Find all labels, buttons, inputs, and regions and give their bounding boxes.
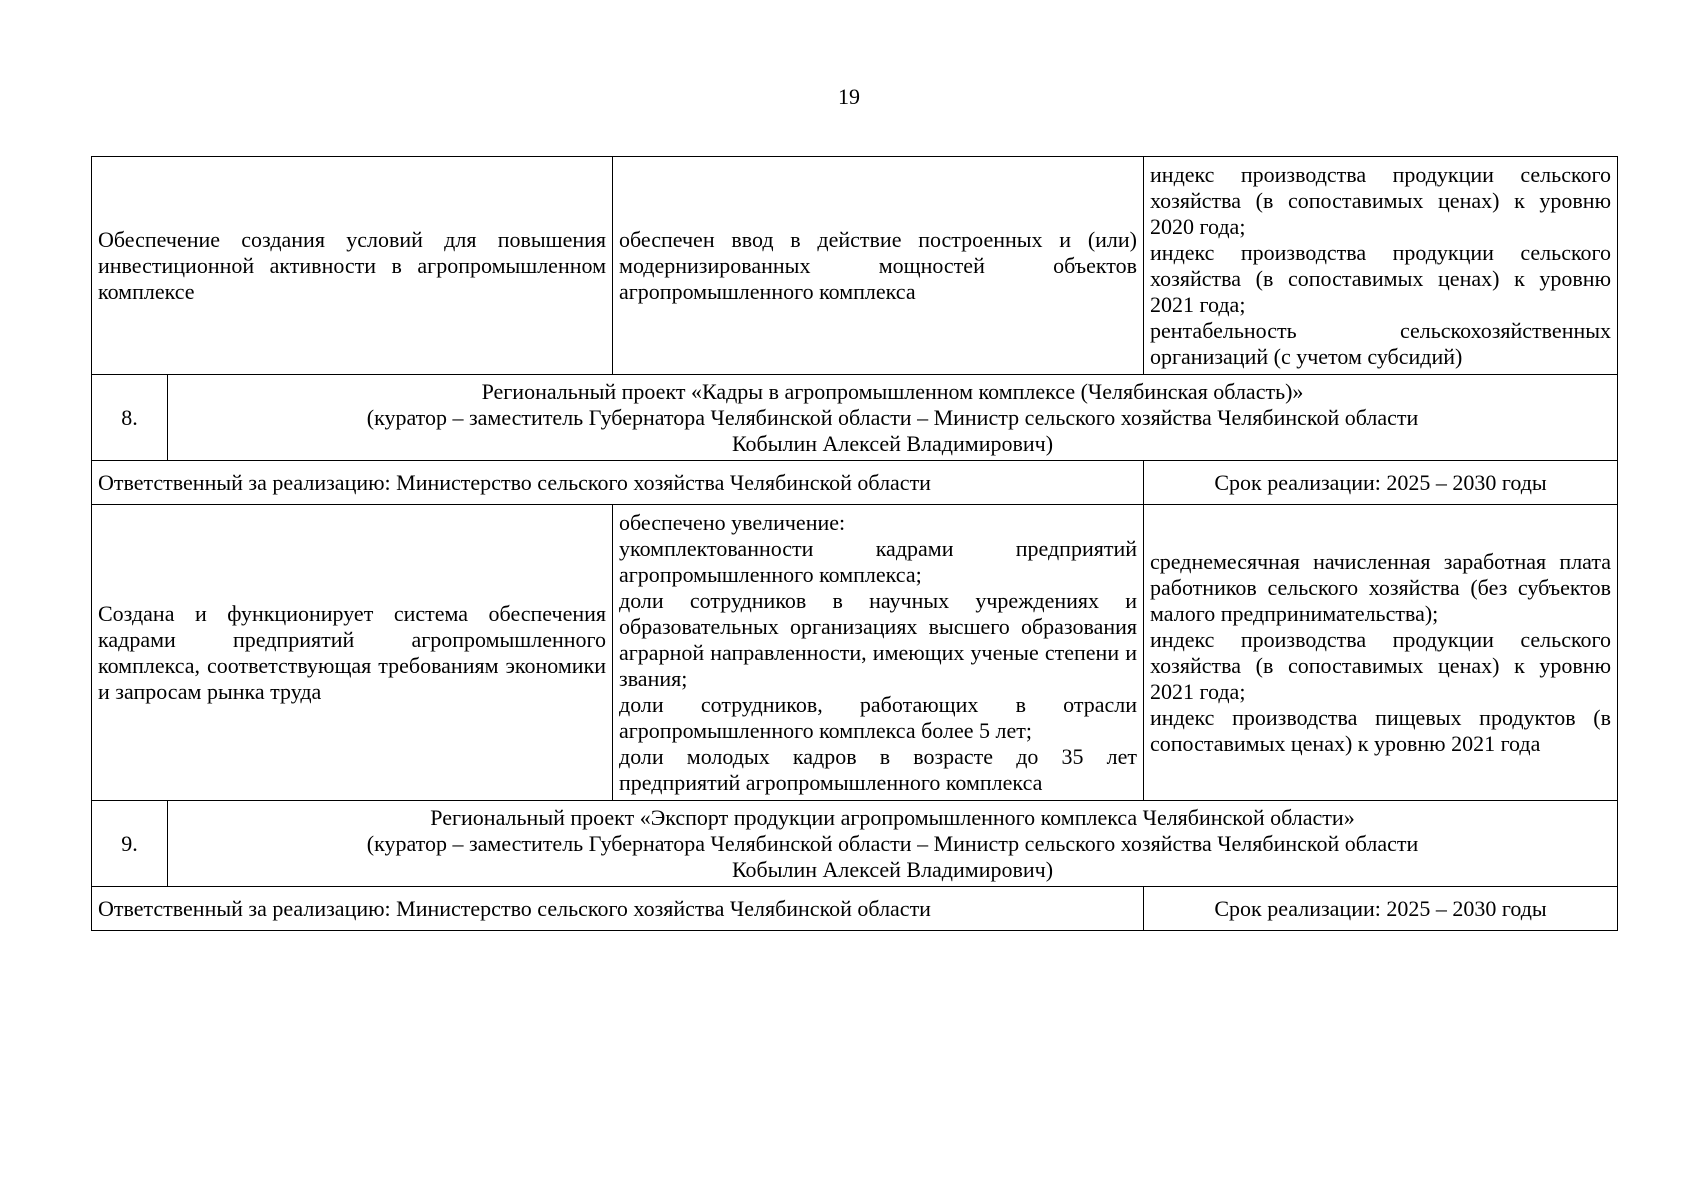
responsible-cell: Ответственный за реализацию: Министерство сельского хозяйства Челябинской области bbox=[92, 461, 1144, 505]
result-item: обеспечено увеличение: bbox=[619, 509, 846, 535]
indicator-item: рентабельность сельскохозяйственных организаций (с учетом субсидий) bbox=[1150, 317, 1612, 369]
result-item: доли сотрудников, работающих в отрасли агропромышленного комплекса более 5 лет; bbox=[619, 691, 1138, 743]
result-cell bbox=[613, 505, 1144, 801]
result-item: укомплектованности кадрами предприятий агропромышленного комплекса; bbox=[619, 535, 1138, 587]
responsibility-row-9 bbox=[92, 887, 1618, 931]
project-title: Региональный проект «Кадры в агропромышленном комплексе (Челябинская область)» bbox=[481, 378, 1304, 404]
task-cell: Обеспечение создания условий для повышения инвестиционной активности в агропромышленном комплексе bbox=[92, 157, 613, 375]
program-table bbox=[91, 156, 1618, 931]
table-row-investment bbox=[92, 157, 1618, 375]
page-number: 19 bbox=[838, 84, 860, 109]
indicator-item: индекс производства продукции сельского хозяйства (в сопоставимых ценах) к уровню 2021 года; bbox=[1150, 239, 1612, 317]
indicators-cell bbox=[1144, 157, 1618, 375]
project-curator: (куратор – заместитель Губернатора Челябинской области – Министр сельского хозяйства Челябинской области bbox=[366, 404, 1419, 430]
project-number: 8. bbox=[92, 375, 168, 461]
project-curator-name: Кобылин Алексей Владимирович) bbox=[731, 430, 1054, 456]
term-cell: Срок реализации: 2025 – 2030 годы bbox=[1144, 887, 1618, 931]
project-heading bbox=[168, 801, 1618, 887]
result-cell: обеспечен ввод в действие построенных и (или) модернизированных мощностей объектов агропромышленного комплекса bbox=[613, 157, 1144, 375]
responsible-cell: Ответственный за реализацию: Министерство сельского хозяйства Челябинской области bbox=[92, 887, 1144, 931]
term-cell: Срок реализации: 2025 – 2030 годы bbox=[1144, 461, 1618, 505]
project-heading bbox=[168, 375, 1618, 461]
result-item: доли сотрудников в научных учреждениях и образовательных организациях высшего образования аграрной направленности, имеющих ученые степени и звания; bbox=[619, 587, 1138, 691]
task-cell: Создана и функционирует система обеспечения кадрами предприятий агропромышленного комплекса, соответствующая требованиям экономики и запросам рынка труда bbox=[92, 505, 613, 801]
table-row-personnel bbox=[92, 505, 1618, 801]
project-curator-name: Кобылин Алексей Владимирович) bbox=[731, 856, 1054, 882]
project-row-9 bbox=[92, 801, 1618, 887]
project-number: 9. bbox=[92, 801, 168, 887]
indicator-item: индекс производства пищевых продуктов (в сопоставимых ценах) к уровню 2021 года bbox=[1150, 704, 1612, 756]
indicator-item: среднемесячная начисленная заработная плата работников сельского хозяйства (без субъектов малого предпринимательства); bbox=[1150, 548, 1612, 626]
project-title: Региональный проект «Экспорт продукции агропромышленного комплекса Челябинской области» bbox=[430, 804, 1355, 830]
indicators-cell bbox=[1144, 505, 1618, 801]
responsibility-row-8 bbox=[92, 461, 1618, 505]
project-row-8 bbox=[92, 375, 1618, 461]
indicator-item: индекс производства продукции сельского хозяйства (в сопоставимых ценах) к уровню 2020 года; bbox=[1150, 161, 1612, 239]
result-item: доли молодых кадров в возрасте до 35 лет предприятий агропромышленного комплекса bbox=[619, 743, 1138, 795]
indicator-item: индекс производства продукции сельского хозяйства (в сопоставимых ценах) к уровню 2021 года; bbox=[1150, 626, 1612, 704]
project-curator: (куратор – заместитель Губернатора Челябинской области – Министр сельского хозяйства Челябинской области bbox=[366, 830, 1419, 856]
